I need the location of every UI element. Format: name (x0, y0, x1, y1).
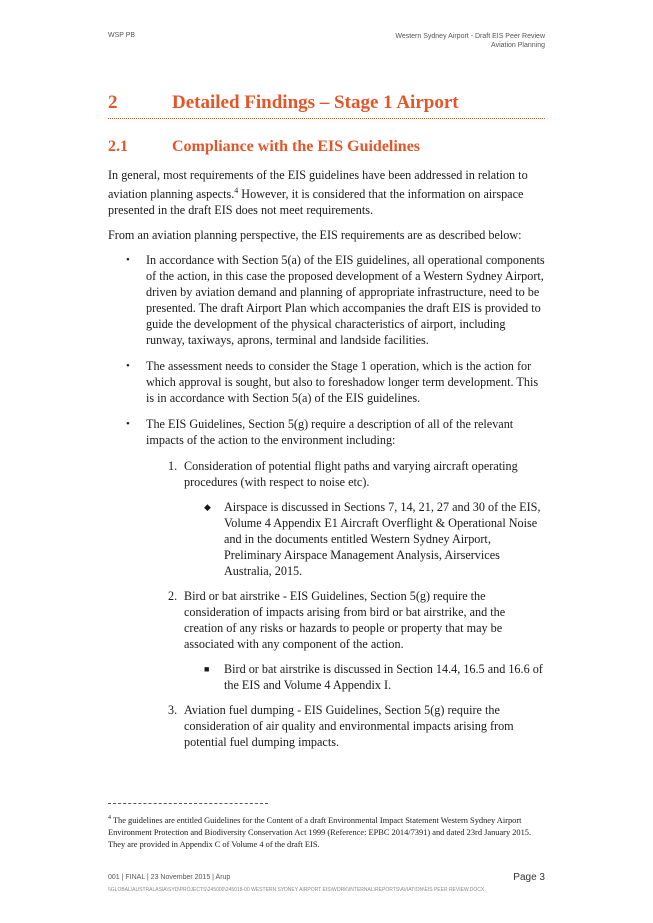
bullet-icon: • (126, 418, 130, 431)
item-number: 1. (168, 459, 178, 474)
bullet-icon: • (126, 254, 130, 267)
subsection-number: 2.1 (108, 138, 128, 155)
sub-list-item-text: Airspace is discussed in Sections 7, 14, 21, 27 and 30 of the EIS, Volume 4 Appendix E1 Aircraft Overflight & Operational Noise and in the documents entitled Western Sydney Airport, Preliminary Airspace Management Analysis, Airservices Australia, 2015. (224, 500, 541, 579)
header-right-line2: Aviation Planning (491, 42, 545, 49)
footer-file-path: \\GLOBAL\AUSTRALASIA\SYD\PROJECTS\245000\245018-00 WESTERN SYDNEY AIRPORT EIS\WORK\INTERNAL\REPORTS\AVIATION\EIS PEER REVIEW.DOCX (108, 887, 485, 893)
sub-list (184, 661, 545, 693)
item-number: 3. (168, 703, 178, 718)
footnote-number: 4 (108, 815, 111, 821)
body-text (108, 167, 545, 760)
numbered-item-text: Bird or bat airstrike - EIS Guidelines, Section 5(g) require the consideration of impacts arising from bird or bat airstrike, and the creation of any risks or hazards to people or property that may be associated with any component of the action. (184, 589, 506, 652)
sub-list-item-text: Bird or bat airstrike is discussed in Section 14.4, 16.5 and 16.6 of the EIS and Volume 4 Appendix I. (224, 662, 543, 693)
header-right-line1: Western Sydney Airport - Draft EIS Peer Review (395, 33, 545, 40)
requirements-list (108, 252, 545, 750)
footnote-ref[interactable]: 4 (234, 186, 239, 195)
intro-paragraph-1 (108, 167, 545, 218)
bullet-icon: • (126, 360, 130, 373)
list-item-text: The assessment needs to consider the Stage 1 operation, which is the action for which approval is sought, but also to foreshadow longer term development. This is in accordance with Section 5(a) of the EIS guidelines. (146, 359, 539, 406)
footnote-separator (108, 803, 268, 804)
sub-list-item (184, 661, 545, 693)
diamond-bullet-icon: ◆ (204, 502, 211, 513)
list-item (108, 252, 545, 348)
section-title: Detailed Findings – Stage 1 Airport (172, 92, 459, 113)
list-item-text: The EIS Guidelines, Section 5(g) require a description of all of the relevant impacts of the action to the environment including: (146, 417, 514, 448)
item-number: 2. (168, 589, 178, 604)
page-number: Page 3 (513, 872, 545, 883)
sub-list (184, 499, 545, 579)
footnote (108, 812, 545, 851)
sub-list-item (184, 499, 545, 579)
numbered-item-text: Consideration of potential flight paths and varying aircraft operating procedures (with respect to noise etc). (184, 459, 518, 490)
section-heading (108, 92, 545, 119)
impacts-list (146, 458, 545, 750)
header-left: WSP PB (108, 32, 136, 39)
section-number: 2 (108, 92, 118, 113)
intro-paragraph-2: From an aviation planning perspective, the EIS requirements are as described below: (108, 228, 522, 243)
numbered-item (146, 702, 545, 750)
subsection-title: Compliance with the EIS Guidelines (172, 138, 421, 155)
numbered-item (146, 588, 545, 693)
header-right (395, 32, 545, 50)
numbered-item-text: Aviation fuel dumping - EIS Guidelines, Section 5(g) require the consideration of air quality and environmental impacts arising from potential fuel dumping impacts. (184, 703, 514, 750)
numbered-item (146, 458, 545, 579)
square-bullet-icon: ■ (204, 664, 210, 675)
footer-left: 001 | FINAL | 23 November 2015 | Arup (108, 874, 231, 881)
intro-paragraph-1-text: In general, most requirements of the EIS guidelines have been addressed in relation to aviation planning aspects. (108, 168, 528, 202)
intro-paragraph-1-tail: However, it is considered that the information on airspace presented in the draft EIS does not meet requirements. (108, 187, 524, 218)
list-item (108, 358, 545, 406)
footnote-text: The guidelines are entitled Guidelines for the Content of a draft Environmental Impact Statement Western Sydney Airport Environment Protection and Biodiversity Conservation Act 1999 (Reference: EPBC 2014/7391) and dated 23rd January 2015. They are provided in Appendix C of Volume 4 of the draft EIS. (108, 815, 532, 849)
list-item (108, 416, 545, 750)
list-item-text: In accordance with Section 5(a) of the EIS guidelines, all operational components of the action, in this case the proposed development of a Western Sydney Airport, driven by aviation demand and planning of appropriate infrastructure, need to be presented. The draft Airport Plan which accompanies the draft EIS is provided to guide the development of the physical characteristics of airport, including runway, taxiways, aprons, terminal and landside facilities. (146, 253, 545, 348)
